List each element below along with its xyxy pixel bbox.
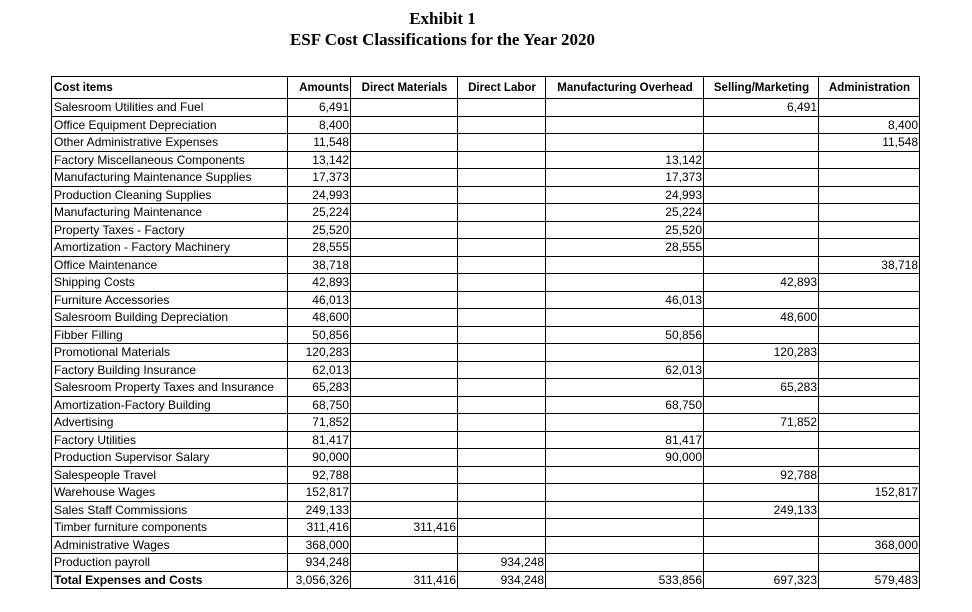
cost-item-cell: Factory Building Insurance: [52, 361, 288, 379]
administration-cell: [819, 519, 920, 537]
amount-cell: 311,416: [288, 519, 351, 537]
cost-item-cell: Other Administrative Expenses: [52, 134, 288, 152]
direct-labor-cell: [458, 501, 546, 519]
selling-marketing-cell: [704, 116, 819, 134]
administration-cell: 8,400: [819, 116, 920, 134]
column-header-cost-items: Cost items: [52, 77, 288, 99]
manufacturing-overhead-cell: [546, 414, 704, 432]
direct-materials-cell: [351, 256, 458, 274]
amount-cell: 13,142: [288, 151, 351, 169]
table-row: [52, 256, 920, 274]
administration-cell: 152,817: [819, 484, 920, 502]
table-row: [52, 449, 920, 467]
direct-labor-cell: [458, 116, 546, 134]
amount-cell: 90,000: [288, 449, 351, 467]
total-manufacturing-overhead-cell: 533,856: [546, 571, 704, 589]
selling-marketing-cell: [704, 536, 819, 554]
administration-cell: [819, 309, 920, 327]
selling-marketing-cell: [704, 134, 819, 152]
total-cost-item-cell: Total Expenses and Costs: [52, 571, 288, 589]
amount-cell: 46,013: [288, 291, 351, 309]
cost-item-cell: Production Cleaning Supplies: [52, 186, 288, 204]
administration-cell: [819, 151, 920, 169]
total-direct-labor-cell: 934,248: [458, 571, 546, 589]
table-row: [52, 414, 920, 432]
column-header-selling-marketing: Selling/Marketing: [704, 77, 819, 99]
table-row: [52, 326, 920, 344]
cost-item-cell: Timber furniture components: [52, 519, 288, 537]
cost-item-cell: Salesroom Property Taxes and Insurance: [52, 379, 288, 397]
direct-materials-cell: [351, 326, 458, 344]
selling-marketing-cell: [704, 554, 819, 572]
amount-cell: 120,283: [288, 344, 351, 362]
table-row: [52, 361, 920, 379]
total-amount-cell: 3,056,326: [288, 571, 351, 589]
cost-item-cell: Manufacturing Maintenance: [52, 204, 288, 222]
direct-labor-cell: [458, 169, 546, 187]
column-header-administration: Administration: [819, 77, 920, 99]
direct-materials-cell: [351, 309, 458, 327]
direct-materials-cell: [351, 396, 458, 414]
selling-marketing-cell: [704, 396, 819, 414]
direct-materials-cell: [351, 204, 458, 222]
amount-cell: 71,852: [288, 414, 351, 432]
total-selling-marketing-cell: 697,323: [704, 571, 819, 589]
manufacturing-overhead-cell: [546, 344, 704, 362]
table-row: [52, 186, 920, 204]
table-body: [52, 99, 920, 589]
selling-marketing-cell: [704, 326, 819, 344]
selling-marketing-cell: [704, 431, 819, 449]
direct-labor-cell: [458, 151, 546, 169]
manufacturing-overhead-cell: 68,750: [546, 396, 704, 414]
amount-cell: 25,224: [288, 204, 351, 222]
manufacturing-overhead-cell: 90,000: [546, 449, 704, 467]
direct-labor-cell: [458, 221, 546, 239]
cost-item-cell: Furniture Accessories: [52, 291, 288, 309]
manufacturing-overhead-cell: [546, 466, 704, 484]
selling-marketing-cell: [704, 221, 819, 239]
table-row: [52, 239, 920, 257]
manufacturing-overhead-cell: [546, 134, 704, 152]
direct-labor-cell: [458, 466, 546, 484]
column-header-amounts: Amounts: [288, 77, 351, 99]
administration-cell: [819, 221, 920, 239]
cost-item-cell: Fibber Filling: [52, 326, 288, 344]
exhibit-subtitle: ESF Cost Classifications for the Year 2020: [289, 30, 596, 49]
cost-item-cell: Property Taxes - Factory: [52, 221, 288, 239]
total-direct-materials-cell: 311,416: [351, 571, 458, 589]
cost-classification-table: [51, 76, 920, 589]
manufacturing-overhead-cell: [546, 116, 704, 134]
direct-materials-cell: [351, 414, 458, 432]
administration-cell: [819, 186, 920, 204]
amount-cell: 81,417: [288, 431, 351, 449]
manufacturing-overhead-cell: 24,993: [546, 186, 704, 204]
selling-marketing-cell: 92,788: [704, 466, 819, 484]
selling-marketing-cell: [704, 151, 819, 169]
selling-marketing-cell: [704, 291, 819, 309]
manufacturing-overhead-cell: 62,013: [546, 361, 704, 379]
manufacturing-overhead-cell: [546, 501, 704, 519]
direct-labor-cell: [458, 396, 546, 414]
column-header-direct-materials: Direct Materials: [351, 77, 458, 99]
manufacturing-overhead-cell: 17,373: [546, 169, 704, 187]
amount-cell: 68,750: [288, 396, 351, 414]
amount-cell: 368,000: [288, 536, 351, 554]
direct-labor-cell: [458, 274, 546, 292]
table-row: [52, 554, 920, 572]
direct-labor-cell: [458, 449, 546, 467]
direct-labor-cell: [458, 484, 546, 502]
table-row: [52, 309, 920, 327]
amount-cell: 65,283: [288, 379, 351, 397]
administration-cell: [819, 361, 920, 379]
direct-materials-cell: [351, 99, 458, 117]
cost-item-cell: Amortization-Factory Building: [52, 396, 288, 414]
administration-cell: [819, 449, 920, 467]
cost-item-cell: Production payroll: [52, 554, 288, 572]
direct-labor-cell: [458, 519, 546, 537]
amount-cell: 50,856: [288, 326, 351, 344]
direct-labor-cell: [458, 344, 546, 362]
cost-item-cell: Production Supervisor Salary: [52, 449, 288, 467]
table-header-row: [52, 77, 920, 99]
manufacturing-overhead-cell: 46,013: [546, 291, 704, 309]
cost-item-cell: Sales Staff Commissions: [52, 501, 288, 519]
cost-item-cell: Promotional Materials: [52, 344, 288, 362]
direct-materials-cell: [351, 116, 458, 134]
direct-labor-cell: [458, 186, 546, 204]
table-row: [52, 519, 920, 537]
direct-materials-cell: [351, 274, 458, 292]
administration-cell: [819, 344, 920, 362]
amount-cell: 28,555: [288, 239, 351, 257]
table-row: [52, 116, 920, 134]
table-total-row: [52, 571, 920, 589]
column-header-direct-labor: Direct Labor: [458, 77, 546, 99]
administration-cell: [819, 501, 920, 519]
table-row: [52, 274, 920, 292]
manufacturing-overhead-cell: 28,555: [546, 239, 704, 257]
selling-marketing-cell: 65,283: [704, 379, 819, 397]
direct-materials-cell: [351, 239, 458, 257]
manufacturing-overhead-cell: [546, 99, 704, 117]
direct-materials-cell: [351, 221, 458, 239]
exhibit-title-block: [0, 8, 885, 50]
manufacturing-overhead-cell: 81,417: [546, 431, 704, 449]
direct-labor-cell: [458, 536, 546, 554]
selling-marketing-cell: 48,600: [704, 309, 819, 327]
cost-item-cell: Factory Miscellaneous Components: [52, 151, 288, 169]
selling-marketing-cell: [704, 186, 819, 204]
direct-materials-cell: [351, 151, 458, 169]
cost-item-cell: Administrative Wages: [52, 536, 288, 554]
amount-cell: 6,491: [288, 99, 351, 117]
direct-labor-cell: [458, 326, 546, 344]
selling-marketing-cell: [704, 361, 819, 379]
table-row: [52, 134, 920, 152]
cost-item-cell: Warehouse Wages: [52, 484, 288, 502]
selling-marketing-cell: [704, 519, 819, 537]
cost-item-cell: Manufacturing Maintenance Supplies: [52, 169, 288, 187]
administration-cell: [819, 554, 920, 572]
direct-materials-cell: [351, 536, 458, 554]
amount-cell: 11,548: [288, 134, 351, 152]
direct-labor-cell: [458, 291, 546, 309]
direct-materials-cell: [351, 554, 458, 572]
direct-labor-cell: [458, 256, 546, 274]
amount-cell: 934,248: [288, 554, 351, 572]
administration-cell: [819, 466, 920, 484]
direct-materials-cell: [351, 449, 458, 467]
manufacturing-overhead-cell: [546, 519, 704, 537]
selling-marketing-cell: 120,283: [704, 344, 819, 362]
selling-marketing-cell: 6,491: [704, 99, 819, 117]
manufacturing-overhead-cell: [546, 309, 704, 327]
amount-cell: 25,520: [288, 221, 351, 239]
cost-item-cell: Office Maintenance: [52, 256, 288, 274]
cost-item-cell: Salespeople Travel: [52, 466, 288, 484]
amount-cell: 249,133: [288, 501, 351, 519]
direct-labor-cell: [458, 239, 546, 257]
selling-marketing-cell: [704, 449, 819, 467]
selling-marketing-cell: [704, 204, 819, 222]
cost-item-cell: Salesroom Building Depreciation: [52, 309, 288, 327]
table-row: [52, 169, 920, 187]
cost-item-cell: Shipping Costs: [52, 274, 288, 292]
direct-labor-cell: [458, 204, 546, 222]
direct-materials-cell: [351, 134, 458, 152]
selling-marketing-cell: 249,133: [704, 501, 819, 519]
amount-cell: 17,373: [288, 169, 351, 187]
table-row: [52, 379, 920, 397]
amount-cell: 92,788: [288, 466, 351, 484]
amount-cell: 24,993: [288, 186, 351, 204]
exhibit-title: Exhibit 1: [409, 9, 476, 28]
table-row: [52, 151, 920, 169]
direct-materials-cell: [351, 186, 458, 204]
administration-cell: [819, 204, 920, 222]
direct-materials-cell: [351, 361, 458, 379]
direct-labor-cell: [458, 99, 546, 117]
amount-cell: 62,013: [288, 361, 351, 379]
cost-item-cell: Amortization - Factory Machinery: [52, 239, 288, 257]
cost-item-cell: Advertising: [52, 414, 288, 432]
amount-cell: 8,400: [288, 116, 351, 134]
administration-cell: [819, 291, 920, 309]
direct-materials-cell: [351, 501, 458, 519]
administration-cell: [819, 169, 920, 187]
table-row: [52, 344, 920, 362]
manufacturing-overhead-cell: [546, 554, 704, 572]
selling-marketing-cell: [704, 256, 819, 274]
administration-cell: 368,000: [819, 536, 920, 554]
selling-marketing-cell: [704, 484, 819, 502]
direct-materials-cell: [351, 484, 458, 502]
amount-cell: 42,893: [288, 274, 351, 292]
direct-materials-cell: 311,416: [351, 519, 458, 537]
direct-materials-cell: [351, 344, 458, 362]
amount-cell: 38,718: [288, 256, 351, 274]
cost-item-cell: Salesroom Utilities and Fuel: [52, 99, 288, 117]
direct-materials-cell: [351, 169, 458, 187]
administration-cell: [819, 239, 920, 257]
manufacturing-overhead-cell: [546, 536, 704, 554]
selling-marketing-cell: [704, 169, 819, 187]
table-row: [52, 484, 920, 502]
cost-item-cell: Factory Utilities: [52, 431, 288, 449]
direct-labor-cell: 934,248: [458, 554, 546, 572]
selling-marketing-cell: 42,893: [704, 274, 819, 292]
table-row: [52, 536, 920, 554]
direct-labor-cell: [458, 309, 546, 327]
cost-item-cell: Office Equipment Depreciation: [52, 116, 288, 134]
administration-cell: 38,718: [819, 256, 920, 274]
manufacturing-overhead-cell: 50,856: [546, 326, 704, 344]
manufacturing-overhead-cell: [546, 484, 704, 502]
manufacturing-overhead-cell: 13,142: [546, 151, 704, 169]
manufacturing-overhead-cell: [546, 379, 704, 397]
table-row: [52, 221, 920, 239]
manufacturing-overhead-cell: [546, 256, 704, 274]
administration-cell: [819, 379, 920, 397]
direct-materials-cell: [351, 431, 458, 449]
administration-cell: [819, 396, 920, 414]
table-row: [52, 501, 920, 519]
table-row: [52, 466, 920, 484]
direct-materials-cell: [351, 291, 458, 309]
table-row: [52, 431, 920, 449]
administration-cell: [819, 326, 920, 344]
table-row: [52, 291, 920, 309]
column-header-manufacturing-overhead: Manufacturing Overhead: [546, 77, 704, 99]
table-row: [52, 204, 920, 222]
direct-labor-cell: [458, 431, 546, 449]
direct-labor-cell: [458, 414, 546, 432]
direct-labor-cell: [458, 361, 546, 379]
direct-labor-cell: [458, 134, 546, 152]
administration-cell: [819, 274, 920, 292]
administration-cell: [819, 99, 920, 117]
direct-materials-cell: [351, 466, 458, 484]
administration-cell: [819, 414, 920, 432]
total-administration-cell: 579,483: [819, 571, 920, 589]
amount-cell: 48,600: [288, 309, 351, 327]
direct-labor-cell: [458, 379, 546, 397]
table-row: [52, 396, 920, 414]
manufacturing-overhead-cell: [546, 274, 704, 292]
selling-marketing-cell: [704, 239, 819, 257]
amount-cell: 152,817: [288, 484, 351, 502]
direct-materials-cell: [351, 379, 458, 397]
manufacturing-overhead-cell: 25,224: [546, 204, 704, 222]
administration-cell: [819, 431, 920, 449]
table-row: [52, 99, 920, 117]
manufacturing-overhead-cell: 25,520: [546, 221, 704, 239]
selling-marketing-cell: 71,852: [704, 414, 819, 432]
administration-cell: 11,548: [819, 134, 920, 152]
